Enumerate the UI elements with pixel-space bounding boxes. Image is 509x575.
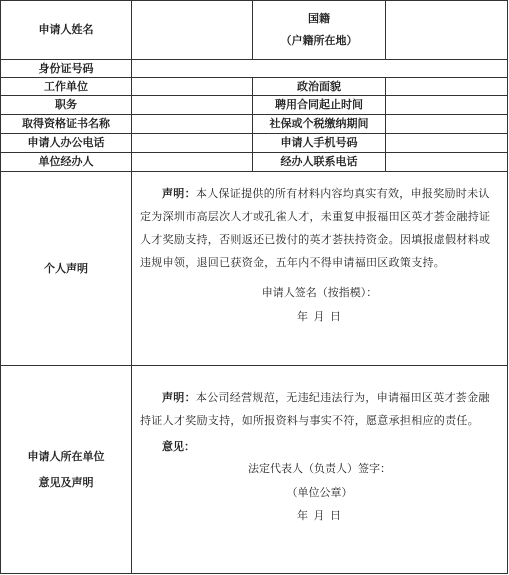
applicant-name-label: 申请人姓名 <box>1 1 132 60</box>
certificate-field[interactable] <box>132 115 253 134</box>
political-status-label: 政治面貌 <box>253 78 386 96</box>
row-employer <box>1 78 508 96</box>
social-security-field[interactable] <box>386 115 508 134</box>
legal-representative-label: 法定代表人（负责人）签字： <box>248 461 391 475</box>
employer-statement-label-cell <box>1 366 132 574</box>
office-phone-field[interactable] <box>132 134 253 153</box>
id-number-field[interactable] <box>132 60 508 78</box>
unit-handler-label: 单位经办人 <box>1 153 132 172</box>
nationality-field[interactable] <box>386 1 508 60</box>
office-phone-label: 申请人办公电话 <box>1 134 132 153</box>
unit-seal-label: （单位公章） <box>286 485 353 499</box>
personal-statement-cell <box>132 172 508 366</box>
applicant-signature-label: 申请人签名（按指模）： <box>261 286 378 299</box>
employer-signature-date: 年 月 日 <box>297 509 342 523</box>
nationality-label-cell <box>253 1 386 60</box>
contract-period-label: 聘用合同起止时间 <box>253 96 386 115</box>
applicant-signature-date: 年 月 日 <box>297 309 342 323</box>
row-position <box>1 96 508 115</box>
row-certificate <box>1 115 508 134</box>
personal-statement-prefix: 声明： <box>162 187 196 200</box>
social-security-label: 社保或个税缴纳期间 <box>253 115 386 134</box>
nationality-label: 国籍 <box>308 12 330 26</box>
employer-statement-prefix: 声明： <box>162 391 196 404</box>
row-employer-statement <box>1 366 508 574</box>
handler-phone-field[interactable] <box>386 153 508 172</box>
employer-statement-body: 本公司经营规范，无违纪违法行为，申请福田区英才荟金融持证人才奖励支持，如所报资料与事实不符，愿意承担相应的责任。 <box>140 391 490 427</box>
employer-opinion-label: 意见： <box>162 440 195 453</box>
position-label: 职务 <box>1 96 132 115</box>
employer-statement-label-line2: 意见及声明 <box>38 475 94 489</box>
row-name-nationality <box>1 1 508 60</box>
handler-phone-label: 经办人联系电话 <box>253 153 386 172</box>
row-handler <box>1 153 508 172</box>
personal-statement-label: 个人声明 <box>1 172 132 366</box>
employer-field[interactable] <box>132 78 253 96</box>
position-field[interactable] <box>132 96 253 115</box>
employer-statement-text <box>140 386 499 432</box>
mobile-field[interactable] <box>386 134 508 153</box>
employer-label: 工作单位 <box>1 78 132 96</box>
personal-statement-text <box>140 182 499 274</box>
employer-statement-label-line1: 申请人所在单位 <box>27 449 105 463</box>
household-label: （户籍所在地） <box>280 34 358 47</box>
id-number-label: 身份证号码 <box>1 60 132 78</box>
certificate-label: 取得资格证书名称 <box>1 115 132 134</box>
contract-period-field[interactable] <box>386 96 508 115</box>
employer-statement-cell <box>132 366 508 574</box>
row-personal-statement <box>1 172 508 366</box>
row-id-number <box>1 60 508 78</box>
mobile-label: 申请人手机号码 <box>253 134 386 153</box>
personal-statement-body: 本人保证提供的所有材料内容均真实有效，申报奖励时未认定为深圳市高层次人才或孔雀人才，未重复申报福田区英才荟金融持证人才奖励支持，否则返还已拨付的英才荟扶持资金。因填报虚假材料或违规申领，退回已获资金，五年内不得申请福田区政策支持。 <box>140 187 491 269</box>
applicant-name-field[interactable] <box>132 1 253 60</box>
political-status-field[interactable] <box>386 78 508 96</box>
unit-handler-field[interactable] <box>132 153 253 172</box>
row-phones <box>1 134 508 153</box>
